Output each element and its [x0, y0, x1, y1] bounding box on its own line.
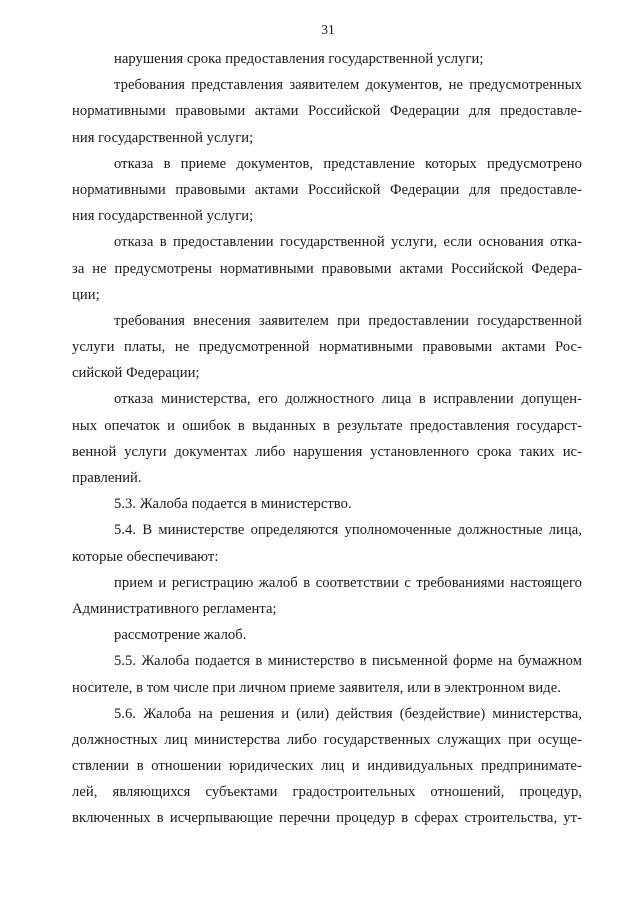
text-line: рассмотрение жалоб. — [114, 627, 247, 644]
text-line: требования представления заявителем документов, не предусмотренных — [114, 77, 582, 94]
text-line: нарушения срока предоставления государственной услуги; — [114, 51, 484, 67]
text-line: ния государственной услуги; — [72, 208, 254, 225]
text-line: прием и регистрацию жалоб в соответствии с требованиями настоящего — [114, 574, 582, 591]
text-line: Административного регламента; — [72, 600, 277, 617]
text-line: правлений. — [72, 470, 142, 486]
text-line: венной услуги документах либо нарушения установленного срока таких ис- — [72, 443, 582, 460]
text-line: 5.5. Жалоба подается в министерство в письменной форме на бумажном — [114, 653, 582, 670]
text-line: отказа в приеме документов, представление которых предусмотрено — [114, 155, 582, 172]
text-line: включенных в исчерпывающие перечни процедур в сферах строительства, ут- — [72, 810, 582, 827]
text-line: которые обеспечивают: — [72, 548, 219, 565]
text-line: нормативными правовыми актами Российской Федерации для предоставле- — [72, 181, 582, 198]
text-line: ных опечаток и ошибок в выданных в результате предоставления государст- — [72, 417, 582, 434]
text-line: сийской Федерации; — [72, 365, 200, 382]
text-line: требования внесения заявителем при предоставлении государственной — [114, 312, 582, 329]
text-line: отказа министерства, его должностного лица в исправлении допущен- — [114, 391, 582, 408]
text-line: 5.3. Жалоба подается в министерство. — [114, 496, 352, 513]
text-line: должностных лиц министерства либо государственных служащих при осуще- — [72, 731, 582, 748]
text-line: ния государственной услуги; — [72, 129, 254, 146]
document-body — [72, 46, 582, 832]
text-line: за не предусмотрены нормативными правовыми актами Российской Федера- — [72, 260, 582, 277]
text-line: 5.4. В министерстве определяются уполномоченные должностные лица, — [114, 522, 582, 539]
text-line: ствлении в отношении юридических лиц и индивидуальных предпринимате- — [72, 758, 582, 775]
text-line: лей, являющихся субъектами градостроительных отношений, процедур, — [72, 784, 582, 801]
text-line: услуги платы, не предусмотренной нормативными правовыми актами Рос- — [72, 339, 582, 356]
page-number: 31 — [321, 22, 335, 37]
text-line: нормативными правовыми актами Российской Федерации для предоставле- — [72, 103, 582, 120]
text-line: ции; — [72, 286, 100, 303]
text-line: отказа в предоставлении государственной услуги, если основания отка- — [114, 234, 582, 251]
text-line: 5.6. Жалоба на решения и (или) действия (бездействие) министерства, — [114, 705, 582, 722]
text-line: носителе, в том числе при личном приеме заявителя, или в электронном виде. — [72, 679, 561, 696]
